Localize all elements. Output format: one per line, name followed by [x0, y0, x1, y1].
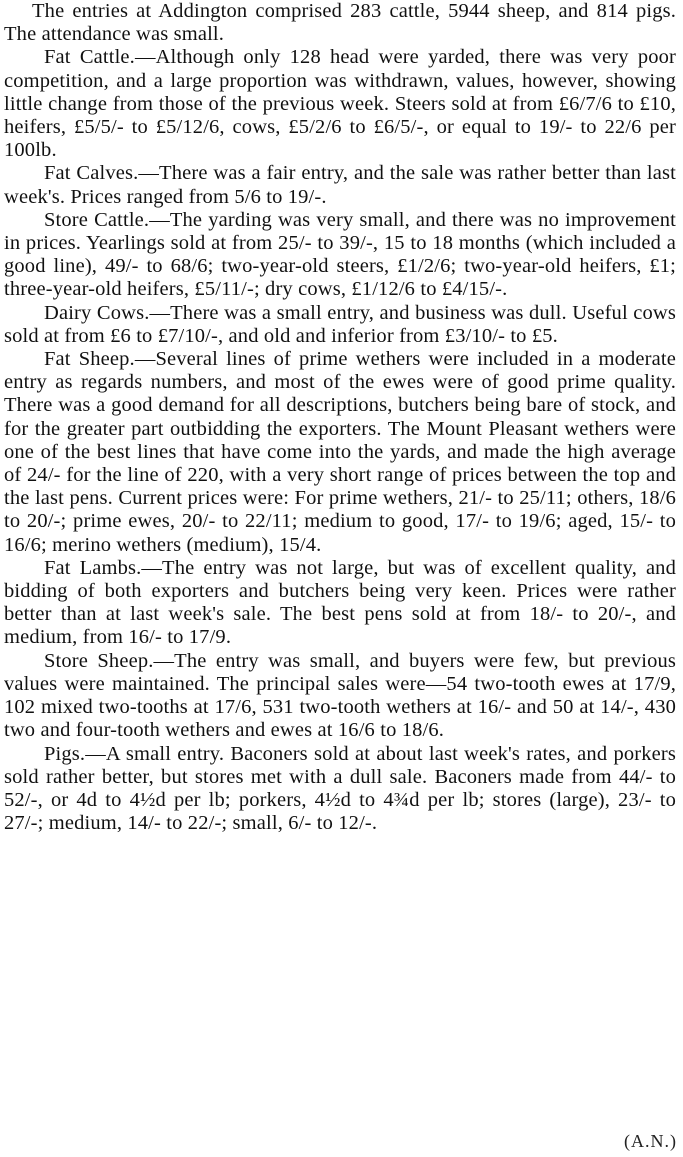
- store-sheep-paragraph: Store Sheep.—The entry was small, and buyers were few, but previous values were maintained. The principal sales were—54 two-tooth ewes at 17/9, 102 mixed two-tooths at 17/6, 531 two-tooth wethers at 16/- and 50 at 14/-, 430 two and four-tooth wethers and ewes at 16/6 to 18/6.: [4, 649, 676, 742]
- fat-calves-paragraph: Fat Calves.—There was a fair entry, and the sale was rather better than last week's. Prices ranged from 5/6 to 19/-.: [4, 162, 676, 208]
- dairy-cows-paragraph: Dairy Cows.—There was a small entry, and business was dull. Useful cows sold at from £6 to £7/10/-, and old and inferior from £3/10/- to £5.: [4, 301, 676, 347]
- fat-lambs-paragraph: Fat Lambs.—The entry was not large, but was of excellent quality, and bidding of both exporters and butchers being very keen. Prices were rather better than at last week's sale. The best pens sold at from 18/- to 20/-, and medium, from 16/- to 17/9.: [4, 556, 676, 649]
- store-cattle-paragraph: Store Cattle.—The yarding was very small, and there was no improvement in prices. Yearlings sold at from 25/- to 39/-, 15 to 18 months (which included a good line), 49/- to 68/6; two-year-old steers, £1/2/6; two-year-old heifers, £1; three-year-old heifers, £5/11/-; dry cows, £1/12/6 to £4/15/-.: [4, 208, 676, 301]
- intro-paragraph: The entries at Addington comprised 283 cattle, 5944 sheep, and 814 pigs. The attendance was small.: [4, 0, 676, 46]
- fat-sheep-paragraph: Fat Sheep.—Several lines of prime wethers were included in a moderate entry as regards numbers, and most of the ewes were of good prime quality. There was a good demand for all descriptions, butchers being bare of stock, and for the greater part outbidding the exporters. The Mount Pleasant wethers were one of the best lines that have come into the yards, and made the high average of 24/- for the line of 220, with a very short range of prices between the top and the last pens. Current prices were: For prime wethers, 21/- to 25/11; others, 18/6 to 20/-; prime ewes, 20/- to 22/11; medium to good, 17/- to 19/6; aged, 15/- to 16/6; merino wethers (medium), 15/4.: [4, 348, 676, 556]
- fat-cattle-paragraph: Fat Cattle.—Although only 128 head were yarded, there was very poor competition, and a large proportion was withdrawn, values, however, showing little change from those of the previous week. Steers sold at from £6/7/6 to £10, heifers, £5/5/- to £5/12/6, cows, £5/2/6 to £6/5/-, or equal to 19/- to 22/6 per 100lb.: [4, 46, 676, 162]
- article-column: [4, 0, 676, 835]
- source-mark: (A.N.): [624, 1131, 677, 1151]
- pigs-paragraph: Pigs.—A small entry. Baconers sold at about last week's rates, and porkers sold rather better, but stores met with a dull sale. Baconers made from 44/- to 52/-, or 4d to 4½d per lb; porkers, 4½d to 4¾d per lb; stores (large), 23/- to 27/-; medium, 14/- to 22/-; small, 6/- to 12/-.: [4, 742, 676, 835]
